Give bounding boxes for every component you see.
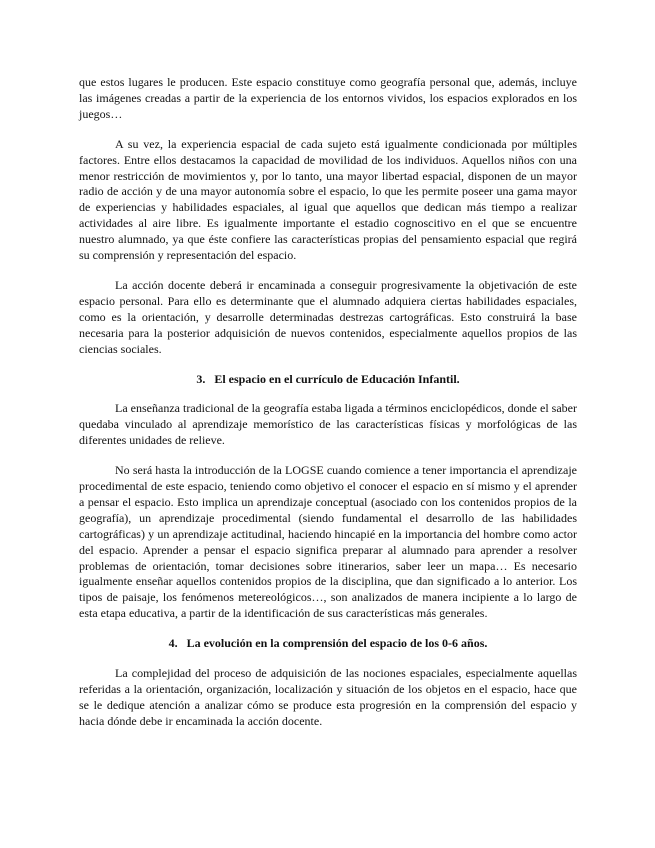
paragraph-spatial-experience: A su vez, la experiencia espacial de cada sujeto está igualmente condicionada por múltiples factores. Entre ellos destacamos la capacidad de movilidad de los individuos. Aquellos niños con una menor restricción de movimientos y, por lo tanto, una mayor libertad espacial, disponen de un mayor radio de acción y de una mayor autonomía sobre el espacio, lo que les permite poseer una gama mayor de experiencias y habilidades espaciales, al igual que aquellos que dedican más tiempo a realizar actividades al aire libre. Es igualmente importante el estadio cognoscitivo en el que se encuentre nuestro alumnado, ya que éste confiere las características propias del pensamiento espacial que regirá su comprensión y representación del espacio. [79,136,577,263]
document-page [79,75,577,744]
paragraph-continuation: que estos lugares le producen. Este espacio constituye como geografía personal que, además, incluye las imágenes creadas a partir de la experiencia de los entornos vividos, los espacios explorados en los juegos… [79,75,577,121]
paragraph-traditional-teaching: La enseñanza tradicional de la geografía estaba ligada a términos enciclopédicos, donde el saber quedaba vinculado al aprendizaje memorístico de las características físicas y morfológicas de las diferentes unidades de relieve. [79,401,577,448]
paragraph-complexity: La complejidad del proceso de adquisición de las nociones espaciales, especialmente aquellas referidas a la orientación, organización, localización y situación de los objetos en el espacio, hace que se le dedique atención a analizar cómo se produce esta progresión en la comprensión del espacio y hacia dónde debe ir encaminada la acción docente. [79,666,577,728]
section-3-title: El espacio en el currículo de Educación Infantil. [214,371,460,386]
paragraph-logse: No será hasta la introducción de la LOGSE cuando comience a tener importancia el aprendizaje procedimental de este espacio, teniendo como objetivo el conocer el espacio en sí mismo y el aprender a pensar el espacio. Esto implica un aprendizaje conceptual (asociado con los contenidos propios de la geografía), un aprendizaje procedimental (siendo fundamental el desarrollo de las habilidades cartográficas) y un aprendizaje actitudinal, haciendo hincapié en la importancia del hombre como actor del espacio. Aprender a pensar el espacio significa preparar al alumnado para aprender a resolver problemas de orientación, tomar decisiones sobre itinerarios, saber leer un mapa… Es necesario igualmente enseñar aquellos contenidos propios de la disciplina, que dan significado a lo anterior. Los tipos de paisaje, los fenómenos metereológicos…, son analizados de manera incipiente a lo largo de esta etapa educativa, a partir de la identificación de sus características más generales. [79,463,577,621]
paragraph-teaching-action: La acción docente deberá ir encaminada a conseguir progresivamente la objetivación de este espacio personal. Para ello es determinante que el alumnado adquiera ciertas habilidades espaciales, como es la orientación, y desarrolle determinadas destrezas cartográficas. Esto construirá la base necesaria para la posterior adquisición de nuevos contenidos, especialmente aquellos propios de las ciencias sociales. [79,277,577,356]
section-3-number: 3. [196,371,206,386]
section-4-heading [79,636,577,652]
section-4-title: La evolución en la comprensión del espacio de los 0-6 años. [186,636,488,651]
section-4-number: 4. [168,636,178,651]
section-3-heading [79,372,577,388]
